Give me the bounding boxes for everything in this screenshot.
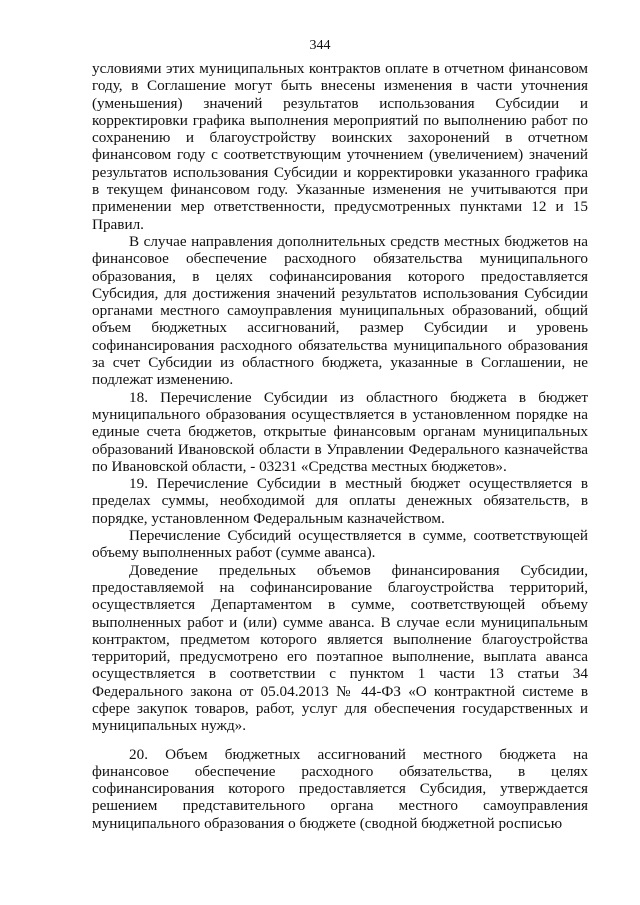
- paragraph-20: 20. Объем бюджетных ассигнований местного бюджета на финансовое обеспечение расходного обязательства, в целях софинансирования которого предоставляется Субсидия, утверждается решением представительного органа местного самоуправления муниципального образования о бюджете (сводной бюджетной росписью: [92, 745, 588, 832]
- paragraph-18: 18. Перечисление Субсидии из областного бюджета в бюджет муниципального образования осуществляется в установленном порядке на единые счета бюджетов, открытые финансовым органам муниципальных образований Ивановской области в Управлении Федерального казначейства по Ивановской области, - 03231 «Средства местных бюджетов».: [92, 388, 588, 475]
- paragraph-additional-funds: В случае направления дополнительных средств местных бюджетов на финансовое обеспечение расходного обязательства муниципального образования, в целях софинансирования которого предоставляется Субсидия, для достижения значений результатов использования Субсидии органами местного самоуправления муниципальных образований, общий объем бюджетных ассигнований, размер Субсидии и уровень софинансирования расходного обязательства муниципального образования за счет Субсидии из областного бюджета, указанные в Соглашении, не подлежат изменению.: [92, 232, 588, 389]
- paragraph-limit-volumes: Доведение предельных объемов финансирования Субсидии, предоставляемой на софинансирование благоустройства территорий, осуществляется Департаментом в сумме, соответствующей объему выполненных работ и (или) сумме аванса. В случае если муниципальным контрактом, предметом которого является выполнение благоустройства территорий, предусмотрено его поэтапное выполнение, выплата аванса осуществляется в соответствии с пунктом 1 части 13 статьи 34 Федерального закона от 05.04.2013 № 44-ФЗ «О контрактной системе в сфере закупок товаров, работ, услуг для обеспечения государственных и муниципальных нужд».: [92, 561, 588, 735]
- document-body: [92, 60, 588, 832]
- paragraph-19: 19. Перечисление Субсидии в местный бюджет осуществляется в пределах суммы, необходимой для оплаты денежных обязательств, в порядке, установленном Федеральным казначейством.: [92, 475, 588, 527]
- paragraph-continuation: условиями этих муниципальных контрактов оплате в отчетном финансовом году, в Соглашение могут быть внесены изменения в части уточнения (уменьшения) значений результатов использования Субсидии и корректировки графика выполнения мероприятий по выполнению работ по сохранению и благоустройству воинских захоронений в отчетном финансовом году с соответствующим уточнением (увеличением) значений результатов использования Субсидии и корректировки указанного графика в текущем финансовом году. Указанные изменения не учитываются при применении мер ответственности, предусмотренных пунктами 12 и 15 Правил.: [92, 60, 588, 233]
- paragraph-transfer-amount: Перечисление Субсидий осуществляется в сумме, соответствующей объему выполненных работ (сумме аванса).: [92, 527, 588, 562]
- page-number: 344: [309, 38, 331, 53]
